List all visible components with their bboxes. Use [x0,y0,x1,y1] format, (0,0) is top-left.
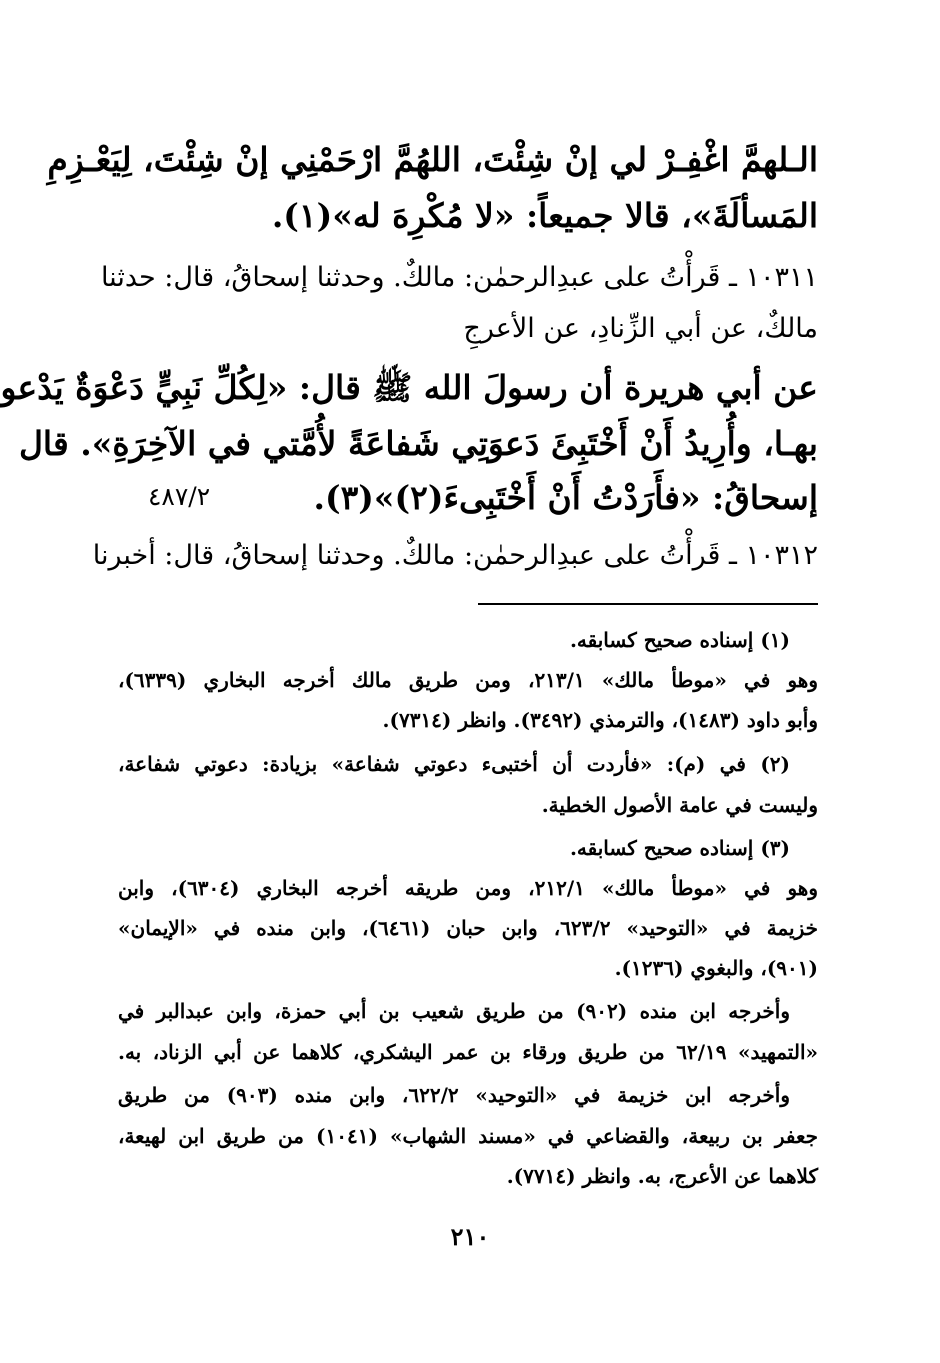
footnote-line: وهو في «موطأ مالك» ٢١٢/١، ومن طريقه أخرجه البخاري (٦٣٠٤)، وابن [118,876,818,900]
footnote-line: «التمهيد» ٦٢/١٩ من طريق ورقاء بن عمر اليشكري، كلاهما عن أبي الزناد، به. [118,1040,818,1064]
page-number: ٢١٠ [450,1222,490,1251]
main-text-line-1: الـلهمَّ اغْفِـرْ لي إنْ شِئْتَ، اللهُمَّ ارْحَمْنِي إنْ شِئْتَ، لِيَعْـزِمِ [47,140,818,179]
footnote-line: (٩٠١)، والبغوي (١٢٣٦). [614,956,818,980]
footnote-line: خزيمة في «التوحيد» ٦٢٣/٢، وابن حبان (٦٤٦١)، وابن منده في «الإيمان» [118,916,818,940]
main-text-line-3: عن أبي هريرة أن رسولَ الله ﷺ قال: «لِكُلِّ نَبِيٍّ دَعْوَةٌ يَدْعو [0,368,818,407]
footnote-line: وأخرجه ابن منده (٩٠٢) من طريق شعيب بن أبي حمزة، وابن عبدالبر في [118,999,791,1023]
footnote-2: (٢) في (م): «فأردت أن أختبىء دعوتي شفاعة» بزيادة: دعوتي شفاعة، [118,752,790,776]
footnote-line: وهو في «موطأ مالك» ٢١٣/١، ومن طريق مالك أخرجه البخاري (٦٣٣٩)، [118,668,818,692]
main-text-line-2: المَسألَةَ»، قالا جميعاً: «لا مُكْرِهَ له»(١). [271,196,818,235]
footnote-separator [478,603,818,605]
isnad-line-3: ١٠٣١٢ ـ قَرأْتُ على عبدِالرحمٰن: مالكٌ. وحدثنا إسحاقُ، قال: أخبرنا [92,540,818,571]
main-text-line-5: إسحاقُ: «فأَرَدْتُ أَنْ أَخْتَبِىءَ(٢)»(٣). [313,478,818,517]
footnote-line: وأخرجه ابن خزيمة في «التوحيد» ٦٢٢/٢، وابن منده (٩٠٣) من طريق [118,1083,790,1107]
footnote-3: (٣) إسناده صحيح كسابقه. [569,836,790,860]
footnote-line: كلاهما عن الأعرج، به. وانظر (٧٧١٤). [506,1164,818,1188]
footnote-line: وليست في عامة الأصول الخطية. [541,793,818,817]
main-text-line-4: بهـا، وأُرِيدُ أَنْ أَخْتَبِئَ دَعوَتِي شَفاعَةً لأُمَّتي في الآخِرَةِ». قال [18,424,818,463]
footnote-line: جعفر بن ربيعة، والقضاعي في «مسند الشهاب» (١٠٤١) من طريق ابن لهيعة، [118,1124,818,1148]
margin-reference: ٤٨٧/٢ [148,482,211,511]
isnad-line-1: ١٠٣١١ ـ قَرأْتُ على عبدِالرحمٰن: مالكٌ. وحدثنا إسحاقُ، قال: حدثنا [100,262,818,293]
isnad-line-2: مالكٌ، عن أبي الزِّنادِ، عن الأعرجِ [463,313,818,344]
footnote-line: وأبو داود (١٤٨٣)، والترمذي (٣٤٩٢). وانظر (٧٣١٤). [382,708,818,732]
footnote-1: (١) إسناده صحيح كسابقه. [569,628,790,652]
